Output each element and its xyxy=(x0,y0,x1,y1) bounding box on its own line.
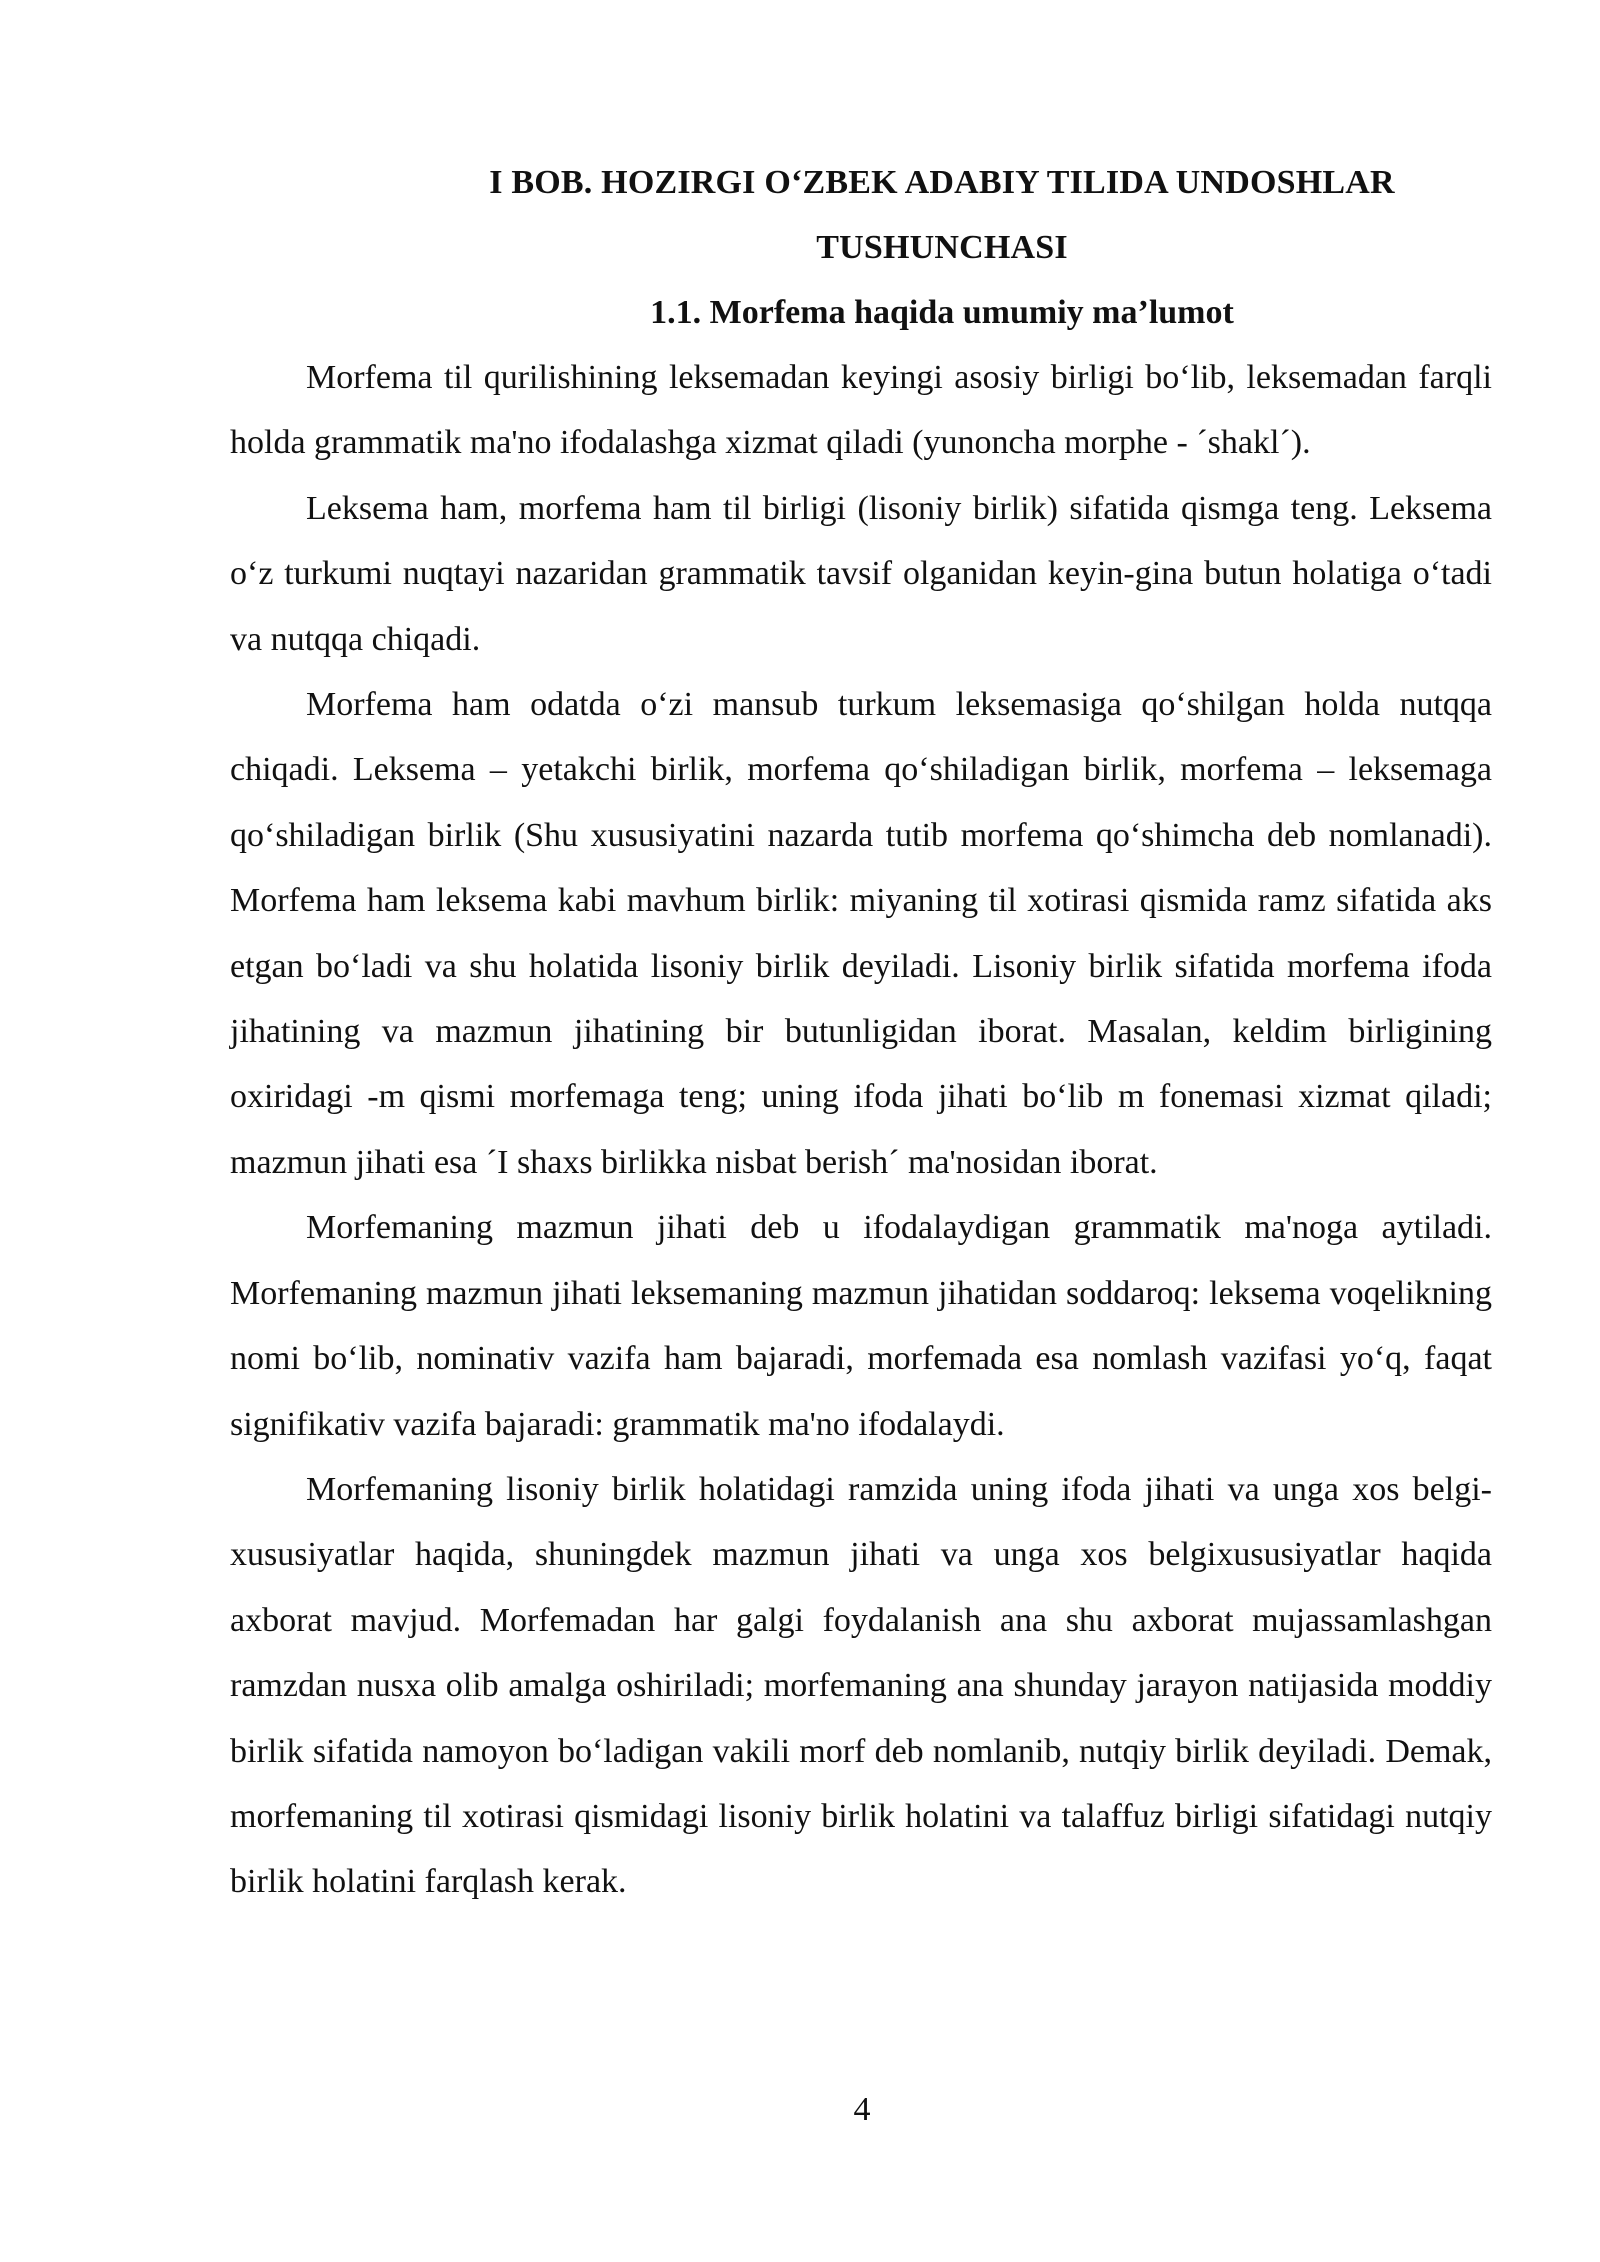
page-number: 4 xyxy=(853,2091,871,2128)
page-content xyxy=(230,150,1492,1915)
paragraph: Morfema ham odatda o‘zi mansub turkum leksemasiga qo‘shilgan holda nutqqa chiqadi. Leksema – yetakchi birlik, morfema qo‘shiladigan birlik, morfema – leksemaga qo‘shiladigan birlik (Shu xususiyatini nazarda tutib morfema qo‘shimcha deb nomlanadi). Morfema ham leksema kabi mavhum birlik: miyaning til xotirasi qismida ramz sifatida aks etgan bo‘ladi va shu holatida lisoniy birlik deyiladi. Lisoniy birlik sifatida morfema ifoda jihatining va mazmun jihatining bir butunligidan iborat. Masalan, keldim birligining oxiridagi -m qismi morfemaga teng; uning ifoda jihati bo‘lib m fonemasi xizmat qiladi; mazmun jihati esa ´I shaxs birlikka nisbat berish´ ma'nosidan iborat. xyxy=(230,686,1492,1181)
section-title: 1.1. Morfema haqida umumiy ma’lumot xyxy=(650,294,1234,331)
paragraph: Morfema til qurilishining leksemadan keyingi asosiy birligi bo‘lib, leksemadan farqli holda grammatik ma'no ifodalashga xizmat qiladi (yunoncha morphe - ´shakl´). xyxy=(230,359,1492,462)
paragraph: Morfemaning mazmun jihati deb u ifodalaydigan grammatik ma'noga aytiladi. Morfemaning mazmun jihati leksemaning mazmun jihatidan soddaroq: leksema voqelikning nomi bo‘lib, nominativ vazifa ham bajaradi, morfemada esa nomlash vazifasi yo‘q, faqat signifikativ vazifa bajaradi: grammatik ma'no ifodalaydi. xyxy=(230,1209,1492,1443)
paragraph: Morfemaning lisoniy birlik holatidagi ramzida uning ifoda jihati va unga xos belgi-xususiyatlar haqida, shuningdek mazmun jihati va unga xos belgixususiyatlar haqida axborat mavjud. Morfemadan har galgi foydalanish ana shu axborat mujassamlashgan ramzdan nusxa olib amalga oshiriladi; morfemaning ana shunday jarayon natijasida moddiy birlik sifatida namoyon bo‘ladigan vakili morf deb nomlanib, nutqiy birlik deyiladi. Demak, morfemaning til xotirasi qismidagi lisoniy birlik holatini va talaffuz birligi sifatidagi nutqiy birlik holatini farqlash kerak. xyxy=(230,1470,1492,1901)
chapter-title: I BOB. HOZIRGI O‘ZBEK ADABIY TILIDA UNDOSHLAR TUSHUNCHASI xyxy=(489,164,1395,266)
paragraph: Leksema ham, morfema ham til birligi (lisoniy birlik) sifatida qismga teng. Leksema o‘z turkumi nuqtayi nazaridan grammatik tavsif olganidan keyin-gina butun holatiga o‘tadi va nutqqa chiqadi. xyxy=(230,489,1492,658)
